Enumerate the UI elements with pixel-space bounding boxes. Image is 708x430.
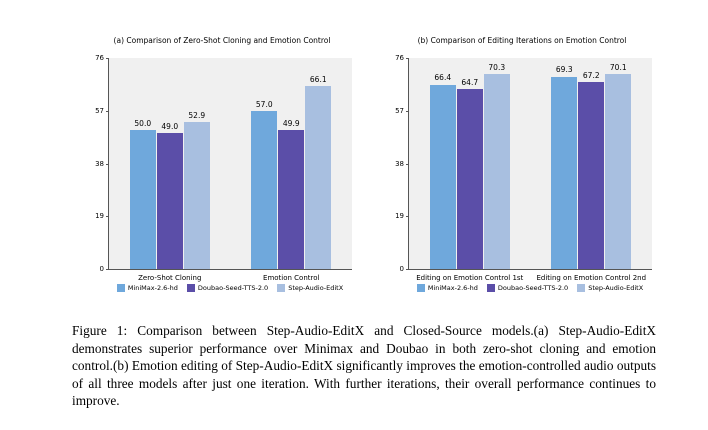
bar-wrap-b-g1-s1 [430,58,456,269]
bar-wrap-b-g2-s1 [551,58,577,269]
x-tick-a-0: Zero-Shot Cloning [138,274,202,282]
y-tick-b-4: 76 [395,54,409,62]
bar-value-a-g1-s2: 49.0 [161,121,179,131]
legend-item-b-minimax[interactable] [417,284,478,292]
bar-group-editing-1st [409,58,531,282]
figure-panels [72,28,672,308]
legend-swatch-icon-a-stepaudio [277,284,285,292]
x-tick-a-1: Emotion Control [263,274,320,282]
bar-a-g2-s2[interactable] [278,130,304,269]
bar-value-a-g2-s3: 66.1 [309,74,327,84]
bar-b-g1-s1[interactable] [430,85,456,269]
bar-a-g1-s3[interactable] [184,122,210,269]
bar-wrap-a-g1-s3 [184,58,210,269]
bar-b-g1-s3[interactable] [484,74,510,269]
legend-swatch-icon-b-minimax [417,284,425,292]
bar-value-b-g2-s1: 69.3 [555,65,573,75]
y-tick-a-2: 38 [95,160,109,168]
bar-value-b-g2-s2: 67.2 [582,71,600,81]
chart-title-b: (b) Comparison of Editing Iterations on Emotion Control [417,36,627,45]
bar-group-zero-shot-cloning [109,58,231,282]
figure-caption: Figure 1: Comparison between Step-Audio-EditX and Closed-Source models.(a) Step-Audio-EditX demonstrates superior performance over Minimax and Doubao in both zero-shot cloning and emotion control.(b) Emotion editing of Step-Audio-EditX significantly improves the emotion-controlled audio outputs of all three models after just one iteration. With further iterations, their overall performance continues to improve. [72,323,656,409]
legend-label-a-doubao: Doubao-Seed-TTS-2.0 [197,284,269,292]
chart-title-a: (a) Comparison of Zero-Shot Cloning and Emotion Control [113,36,331,45]
bar-wrap-a-g1-s1 [130,58,156,269]
y-tick-a-1: 19 [95,212,109,220]
bar-b-g2-s2[interactable] [578,82,604,269]
bar-wrap-a-g1-s2 [157,58,183,269]
y-tick-b-0: 0 [400,265,409,273]
legend-label-b-stepaudio: Step-Audio-EditX [588,284,644,292]
bar-b-g1-s2[interactable] [457,89,483,269]
y-tick-a-0: 0 [100,265,109,273]
bar-wrap-b-g2-s2 [578,58,604,269]
bar-wrap-a-g2-s1 [251,58,277,269]
legend-swatch-icon-a-doubao [187,284,195,292]
y-tick-b-2: 38 [395,160,409,168]
legend-item-a-stepaudio[interactable] [277,284,343,292]
bar-a-g2-s1[interactable] [251,111,277,269]
legend-label-a-minimax: MiniMax-2.6-hd [127,284,178,292]
bar-value-b-g1-s1: 66.4 [434,73,452,83]
bar-wrap-b-g1-s3 [484,58,510,269]
bar-group-editing-2nd [531,58,653,282]
legend-item-a-minimax[interactable] [117,284,178,292]
bar-a-g1-s2[interactable] [157,133,183,269]
legend-b [408,284,652,292]
bar-b-g2-s1[interactable] [551,77,577,269]
x-tick-b-0: Editing on Emotion Control 1st [416,274,524,282]
bar-a-g1-s1[interactable] [130,130,156,269]
bar-b-g2-s3[interactable] [605,74,631,269]
legend-a [108,284,352,292]
legend-swatch-icon-b-stepaudio [577,284,585,292]
bar-wrap-b-g2-s3 [605,58,631,269]
legend-item-b-doubao[interactable] [487,284,568,292]
bar-a-g2-s3[interactable] [305,86,331,269]
legend-swatch-icon-b-doubao [487,284,495,292]
y-tick-a-4: 76 [95,54,109,62]
chart-panel-a [72,28,372,308]
chart-panel-b [372,28,672,308]
bar-groups-a [109,58,352,282]
bar-group-emotion-control [231,58,353,282]
bar-value-b-g1-s3: 70.3 [488,62,506,72]
bar-value-b-g2-s3: 70.1 [609,63,627,73]
legend-label-a-stepaudio: Step-Audio-EditX [288,284,344,292]
bar-wrap-a-g2-s3 [305,58,331,269]
legend-label-b-doubao: Doubao-Seed-TTS-2.0 [497,284,569,292]
bar-value-a-g1-s3: 52.9 [188,111,206,121]
bar-groups-b [409,58,652,282]
plot-area-b [395,54,652,282]
bar-wrap-b-g1-s2 [457,58,483,269]
y-tick-b-1: 19 [395,212,409,220]
plot-area-a [95,54,352,282]
legend-item-b-stepaudio[interactable] [577,284,643,292]
bar-value-a-g2-s1: 57.0 [255,99,273,109]
bar-value-b-g1-s2: 64.7 [461,78,479,88]
x-tick-b-1: Editing on Emotion Control 2nd [536,274,647,282]
legend-swatch-icon-a-minimax [117,284,125,292]
y-tick-b-3: 57 [395,107,409,115]
legend-label-b-minimax: MiniMax-2.6-hd [427,284,478,292]
bar-value-a-g1-s1: 50.0 [134,119,152,129]
bar-value-a-g2-s2: 49.9 [282,119,300,129]
y-tick-a-3: 57 [95,107,109,115]
legend-item-a-doubao[interactable] [187,284,268,292]
bar-wrap-a-g2-s2 [278,58,304,269]
